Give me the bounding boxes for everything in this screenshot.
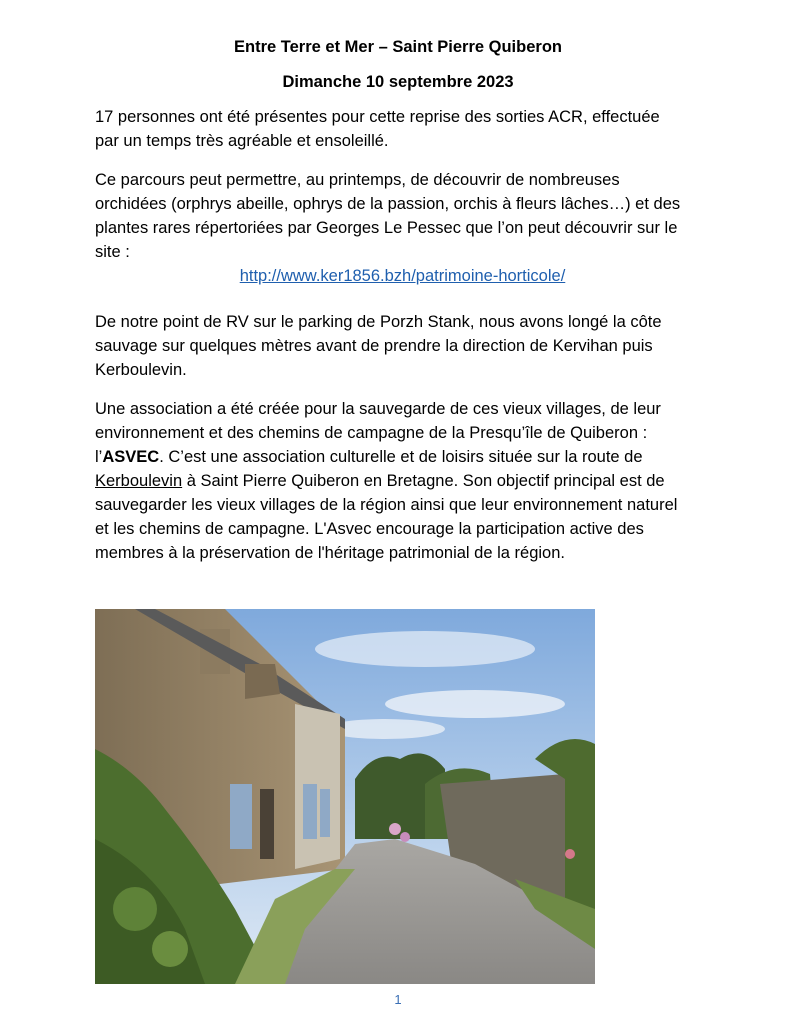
- text-line: [95, 469, 710, 493]
- document-date: Dimanche 10 septembre 2023: [282, 73, 514, 91]
- text-line: sauvegarder les vieux villages de la région ainsi que leur environnement naturel: [95, 496, 678, 514]
- text-line: sauvage sur quelques mètres avant de prendre la direction de Kervihan puis: [95, 337, 653, 355]
- text-line: orchidées (orphrys abeille, ophrys de la passion, orchis à fleurs lâches…) et des: [95, 195, 681, 213]
- text-line: 17 personnes ont été présentes pour cette reprise des sorties ACR, effectuée: [95, 108, 660, 126]
- text-line: Kerboulevin.: [95, 361, 187, 379]
- text-line: De notre point de RV sur le parking de Porzh Stank, nous avons longé la côte: [95, 313, 662, 331]
- kerboulevin-underlined: Kerboulevin: [95, 472, 183, 490]
- page-number: 1: [394, 992, 402, 1007]
- asvec-name: ASVEC: [102, 448, 160, 466]
- text-line: Ce parcours peut permettre, au printemps, de découvrir de nombreuses: [95, 171, 620, 189]
- text-line: par un temps très agréable et ensoleillé.: [95, 132, 389, 150]
- text-line: membres à la préservation de l'héritage patrimonial de la région.: [95, 544, 565, 562]
- text-line: Une association a été créée pour la sauvegarde de ces vieux villages, de leur: [95, 400, 661, 418]
- document-title: Entre Terre et Mer – Saint Pierre Quiberon: [234, 38, 562, 56]
- paragraph-itinerary: [95, 310, 710, 382]
- text-fragment: à Saint Pierre Quiberon en Bretagne. Son objectif principal est de: [182, 472, 665, 490]
- text-line: plantes rares répertoriées par Georges Le Pessec que l’on peut découvrir sur le: [95, 219, 678, 237]
- text-fragment: . C’est une association culturelle et de loisirs située sur la route de: [159, 448, 643, 466]
- text-fragment: l’: [95, 448, 103, 466]
- text-line: site :: [95, 243, 130, 261]
- paragraph-route: [95, 168, 710, 288]
- paragraph-attendance: [95, 105, 710, 153]
- text-line: [95, 445, 710, 469]
- patrimoine-horticole-link[interactable]: http://www.ker1856.bzh/patrimoine-horticole/: [239, 267, 566, 285]
- link-line: [95, 264, 710, 288]
- paragraph-association: [95, 397, 710, 565]
- village-lane-photo: [95, 609, 595, 984]
- text-line: et les chemins de campagne. L'Asvec encourage la participation active des: [95, 520, 644, 538]
- text-line: environnement et des chemins de campagne de la Presqu’île de Quiberon :: [95, 424, 648, 442]
